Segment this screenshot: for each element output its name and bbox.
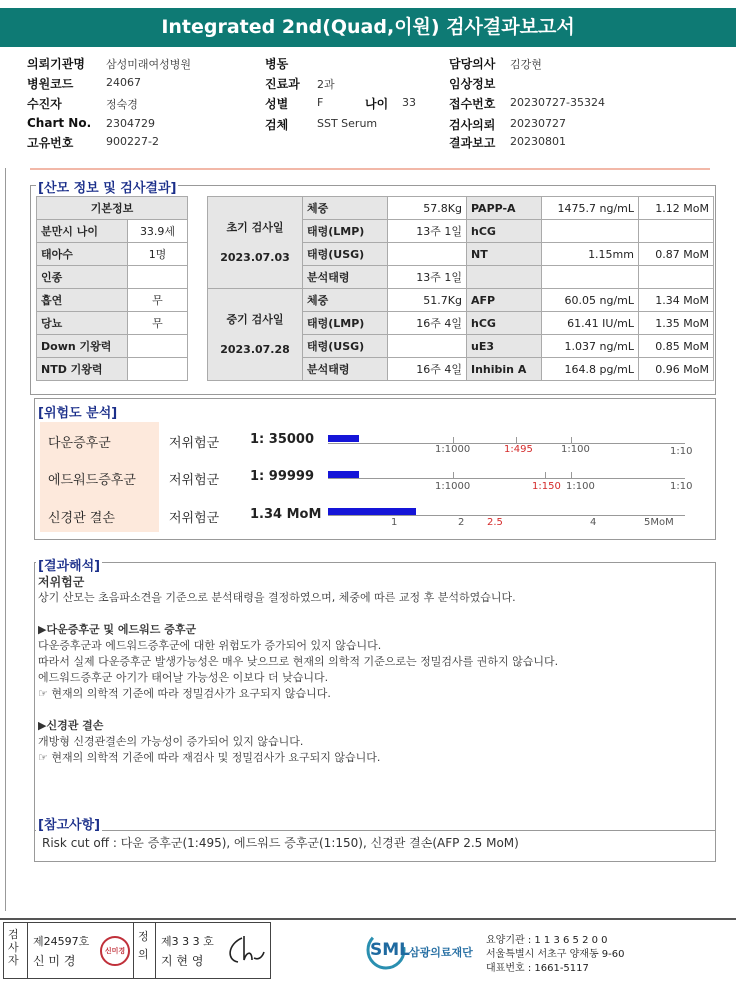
risk-tick-label: 1:10 [670,446,693,457]
risk-cutoff-label: 2.5 [487,517,503,528]
tester-no: 제24597호 [33,935,90,948]
row-value [388,243,467,266]
report-date-value: 20230801 [510,135,566,148]
dept-value: 2과 [317,78,335,91]
risk-tickmark [545,472,546,478]
basic-label: 흡연 [37,289,128,312]
basic-label: 인종 [37,266,128,289]
marker-mom: 1.12 MoM [639,197,714,220]
interp-line: 따라서 실제 다운증후군 발생가능성은 매우 낮으므로 현재의 의학적 기준으로는 정밀검사를 권하지 않습니다. [38,655,559,668]
marker-mom: 0.85 MoM [639,335,714,358]
risk-tick-label: 5MoM [644,517,674,528]
second-test-title: 중기 검사일 [226,312,284,326]
basic-value: 무 [128,289,188,312]
age-label: 나이 [365,97,389,111]
marker-mom: 1.34 MoM [639,289,714,312]
tester-label: 검사자 [8,928,19,967]
maternal-section-title: [산모 정보 및 검사결과] [36,177,178,196]
second-test-date: 2023.07.28 [220,342,290,356]
basic-info-title: 기본정보 [37,197,188,220]
marker-result: 1.15mm [542,243,639,266]
risk-tick-label: 2 [458,517,465,528]
basic-label: 태아수 [37,243,128,266]
first-test-date: 2023.07.03 [220,250,290,264]
signature-mark [224,930,266,970]
request-date-value: 20230727 [510,117,566,130]
interp-grade: 저위험군 [38,575,85,589]
marker-result [542,266,639,289]
request-date-label: 검사의뢰 [449,118,496,132]
row-value: 13주 1일 [388,266,467,289]
receipt-no-label: 접수번호 [449,97,496,111]
reference-title: [참고사항] [36,814,102,833]
marker-name: Inhibin A [467,358,542,381]
interp-line: 다운증후군과 에드워드증후군에 대한 위험도가 증가되어 있지 않습니다. [38,639,382,652]
row-value: 51.7Kg [388,289,467,312]
basic-label: 분만시 나이 [37,220,128,243]
row-label: 태령(LMP) [303,312,388,335]
marker-result: 1.037 ng/mL [542,335,639,358]
signature-divider [27,922,28,978]
test-result-table [207,196,714,381]
basic-value: 1명 [128,243,188,266]
receipt-no-value: 20230727-35324 [510,96,605,109]
table-row [37,220,188,243]
row-label: 태령(USG) [303,335,388,358]
hospital-code-label: 병원코드 [27,77,74,91]
seal-stamp [100,936,130,966]
risk-cutoff-label: 1:495 [504,444,533,455]
reviewer-name: 지 현 영 [161,954,204,968]
risk-bar-down [328,435,359,442]
risk-tickmark [571,472,572,478]
marker-mom [639,220,714,243]
risk-tick-label: 1 [391,517,398,528]
table-row [37,358,188,381]
org-name: 삼광의료재단 [409,946,473,959]
signature-divider [133,922,134,978]
risk-tickmark [453,472,454,478]
risk-section-title: [위험도 분석] [36,402,119,421]
interp-line: 에드워드증후군 아기가 태어날 가능성은 이보다 더 낮습니다. [38,671,329,684]
risk-ratio-edwards: 1: 99999 [250,469,314,484]
patient-label: 수진자 [27,97,62,111]
row-label: 체중 [303,289,388,312]
basic-value: 무 [128,312,188,335]
basic-value [128,266,188,289]
basic-info-table [36,196,188,381]
signature-divider [155,922,156,978]
sex-label: 성별 [265,97,289,111]
risk-axis-edwards [328,478,685,479]
sex-value: F [317,96,324,109]
row-value: 16주 4일 [388,358,467,381]
risk-grade-ntd: 저위험군 [169,511,220,526]
table-row [37,266,188,289]
risk-tickmark [571,437,572,443]
risk-bar-edwards [328,471,359,478]
table-row [208,197,714,220]
report-title: Integrated 2nd(Quad,이원) 검사결과보고서 [0,8,736,47]
row-label: 분석태령 [303,266,388,289]
doctor-label: 담당의사 [449,57,496,71]
row-value: 57.8Kg [388,197,467,220]
row-label: 태령(LMP) [303,220,388,243]
clinical-info-label: 임상정보 [449,77,496,91]
basic-label: Down 기왕력 [37,335,128,358]
risk-ratio-down: 1: 35000 [250,432,314,447]
age-value: 33 [402,96,416,109]
interpretation-title: [결과해석] [36,555,102,574]
table-row [37,335,188,358]
dept-label: 진료과 [265,77,300,91]
marker-name: hCG [467,220,542,243]
marker-name: NT [467,243,542,266]
interp-heading: ▶다운증후군 및 에드워드 증후군 [38,623,197,636]
marker-result: 60.05 ng/mL [542,289,639,312]
tester-name: 신 미 경 [33,954,76,968]
risk-axis-ntd [328,515,685,516]
chart-no-label: Chart No. [27,116,92,130]
risk-tick-label: 1:10 [670,481,693,492]
basic-value [128,358,188,381]
risk-ratio-ntd: 1.34 MoM [250,507,322,522]
marker-mom: 0.87 MoM [639,243,714,266]
basic-value: 33.9세 [128,220,188,243]
table-row [37,289,188,312]
risk-tick-label: 4 [590,517,597,528]
risk-tickmark [516,437,517,443]
marker-result [542,220,639,243]
marker-name: uE3 [467,335,542,358]
risk-bar-ntd [328,508,416,515]
marker-name [467,266,542,289]
doctor-value: 김강현 [510,58,542,71]
table-row [37,243,188,266]
row-label: 태령(USG) [303,243,388,266]
ward-label: 병동 [265,57,289,71]
marker-name: PAPP-A [467,197,542,220]
logo-text: SML [370,940,410,960]
row-value [388,335,467,358]
seal-text: 신미경 [104,947,126,955]
specimen-value: SST Serum [317,117,378,130]
risk-tick-label: 1:100 [566,481,595,492]
second-test-cell [208,289,303,381]
basic-label: NTD 기왕력 [37,358,128,381]
risk-name-edwards: 에드워드증후군 [48,473,136,488]
hospital-label: 의뢰기관명 [27,57,85,71]
marker-result: 61.41 IU/mL [542,312,639,335]
patient-value: 정숙경 [106,98,138,111]
marker-mom [639,266,714,289]
marker-result: 1475.7 ng/mL [542,197,639,220]
org-info-address: 서울특별시 서초구 양재동 9-60 [486,949,625,960]
reference-text: Risk cut off : 다운 증후군(1:495), 에드워드 증후군(1:150), 신경관 결손(AFP 2.5 MoM) [42,836,519,850]
marker-mom: 1.35 MoM [639,312,714,335]
unique-no-label: 고유번호 [27,136,74,150]
risk-tick-label: 1:1000 [435,444,471,455]
marker-result: 164.8 pg/mL [542,358,639,381]
interp-line: 개방형 신경관결손의 가능성이 증가되어 있지 않습니다. [38,735,304,748]
basic-label: 당뇨 [37,312,128,335]
interp-heading: ▶신경관 결손 [38,719,104,732]
org-info-code: 요양기관 : 1 1 3 6 5 2 0 0 [486,935,608,946]
interp-line: ☞ 현재의 의학적 기준에 따라 정밀검사가 요구되지 않습니다. [38,687,331,700]
basic-value [128,335,188,358]
org-info-phone: 대표번호 : 1661-5117 [486,963,589,974]
report-date-label: 결과보고 [449,136,496,150]
reviewer-label: 정의 [138,930,149,961]
hospital-value: 삼성미래여성병원 [106,58,192,71]
interp-line: 상기 산모는 초음파소견을 기준으로 분석태령을 결정하였으며, 체중에 따른 교정 후 분석하였습니다. [38,591,516,604]
marker-name: hCG [467,312,542,335]
marker-mom: 0.96 MoM [639,358,714,381]
risk-tickmark [453,437,454,443]
marker-name: AFP [467,289,542,312]
risk-grade-down: 저위험군 [169,436,220,451]
risk-tick-label: 1:100 [561,444,590,455]
first-test-title: 초기 검사일 [226,220,284,234]
row-label: 체중 [303,197,388,220]
risk-grade-edwards: 저위험군 [169,473,220,488]
interpretation-body [38,574,708,766]
row-value: 16주 4일 [388,312,467,335]
chart-no-value: 2304729 [106,117,155,130]
hospital-code-value: 24067 [106,76,141,89]
table-row [37,312,188,335]
risk-name-down: 다운증후군 [48,436,111,451]
risk-cutoff-label: 1:150 [532,481,561,492]
header-info [27,55,717,151]
unique-no-value: 900227-2 [106,135,159,148]
row-value: 13주 1일 [388,220,467,243]
row-label: 분석태령 [303,358,388,381]
specimen-label: 검체 [265,118,289,132]
risk-name-ntd: 신경관 결손 [48,511,115,526]
interp-line: ☞ 현재의 의학적 기준에 따라 재검사 및 정밀검사가 요구되지 않습니다. [38,751,381,764]
first-test-cell [208,197,303,289]
reviewer-no: 제3 3 3 호 [161,935,214,948]
risk-tick-label: 1:1000 [435,481,471,492]
table-row [208,289,714,312]
